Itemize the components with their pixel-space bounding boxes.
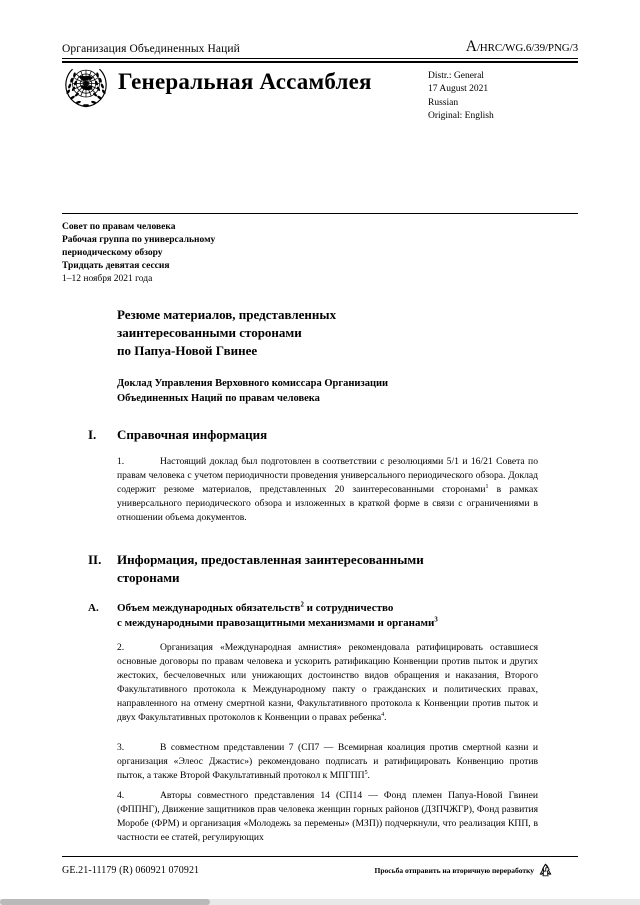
masthead (62, 38, 578, 63)
masthead-row (62, 38, 578, 56)
subsection-a-footnote-ref-2[interactable]: 2 (300, 601, 304, 609)
section-heading-1 (88, 426, 538, 444)
paragraph-3-number: 3. (117, 742, 125, 753)
page-title: Генеральная Ассамблея (118, 69, 372, 94)
subsection-a-title-text-a: Объем международных обязательств (117, 602, 301, 614)
distribution-date: 17 August 2021 (428, 84, 489, 95)
distribution-language: Russian (428, 97, 459, 108)
council-body: Совет по правам человека (62, 222, 176, 232)
paragraph-2-text-a: Организация «Международная амнистия» рекомендовала ратифицировать оставшиеся основные договоры по правам человека и ускорить ратификацию Конвенции против пыток и других жестоких, бесчеловечных или унижающих достоинство видов обращения и наказания, Второго Факультативного протокола к Международному пакту о гражданских и политических правах, направленного на отмену смертной казни, Факультативного протокола к Конвенции против пыток и двух Факультативных протоколов к Конвенции о правах ребенка (117, 642, 538, 724)
recycle-note (375, 862, 578, 879)
paragraph-1 (117, 455, 538, 525)
working-group-line-2: периодическому обзору (62, 248, 163, 258)
subsection-a-title-line-2 (117, 616, 538, 631)
paragraph-1-footnote-ref[interactable]: 1 (485, 484, 489, 490)
subsection-a-title (117, 601, 538, 631)
subsection-heading-a (88, 601, 538, 631)
document-subtitle (117, 377, 537, 407)
recycle-note-text: Просьба отправить на вторичную переработку (374, 866, 534, 875)
masthead-rule-thin (62, 58, 578, 59)
scrollbar-thumb[interactable] (0, 899, 210, 905)
distribution-type: Distr.: General (428, 71, 484, 81)
paragraph-4-number: 4. (117, 790, 125, 801)
section-2-title-line-2: сторонами (117, 569, 180, 585)
section-2-number: II. (88, 552, 102, 567)
footer-rule (62, 856, 578, 857)
subsection-a-footnote-ref-3[interactable]: 3 (434, 616, 438, 624)
paragraph-4-text-a: Авторы совместного представления 14 (СП14 — Фонд племен Папуа-Новой Гвинеи (ФППНГ), Движение защитников прав человека женщин горных районов (ДЗПЧЖГР), Фонд развития Моробе (ФРМ) и организация «Молодежь за перемены» (МЗП)) подчеркнули, что реализация КПП, в частности ее статей, регулирующих (117, 790, 538, 844)
document-subtitle-line-1: Доклад Управления Верховного комиссара Организации (117, 378, 389, 389)
section-1-title: Справочная информация (117, 427, 268, 442)
working-group-line-1: Рабочая группа по универсальному (62, 235, 216, 245)
paragraph-3-text-b: . (367, 770, 370, 782)
subsection-a-title-text-c: с международными правозащитными механизмами и органами (117, 617, 435, 630)
paragraph-3-text-a: В совместном представлении 7 (СП7 — Всемирная коалиция против смертной казни и организация «Элеос Джастис») рекомендовано подписать и ратифицировать Конвенцию против пыток, а также Второй Факультативный протокол к МПГПП (117, 742, 538, 782)
council-block (62, 221, 462, 286)
paragraph-2-footnote-ref[interactable]: 4 (381, 712, 385, 719)
horizontal-scrollbar[interactable] (0, 899, 640, 905)
subsection-a-number: A. (88, 602, 99, 614)
section-2-title-line-1: Информация, предоставленная заинтересованными (117, 552, 424, 567)
paragraph-1-text-b: в рамках универсального периодического обзора и изложенных в краткой форме в связи с ограничениями в отношении объема документов. (117, 484, 538, 524)
section-heading-2 (88, 551, 538, 586)
paragraph-1-number: 1. (117, 456, 125, 467)
document-symbol (466, 38, 578, 56)
section-2-title (117, 551, 538, 586)
page-footer (62, 862, 578, 879)
paragraph-3 (117, 741, 538, 783)
section-1-number: I. (88, 427, 97, 442)
paragraph-2-number: 2. (117, 642, 125, 653)
paragraph-4 (117, 789, 538, 845)
un-emblem-icon (62, 62, 110, 110)
ge-code: GE.21-11179 (R) 060921 070921 (62, 865, 200, 876)
document-subtitle-line-2: Объединенных Наций по правам человека (117, 392, 320, 404)
subsection-a-title-text-b: и сотрудничество (303, 602, 394, 614)
document-title-line-2: заинтересованными сторонами (117, 324, 302, 340)
document-title-line-3: по Папуа-Новой Гвинее (117, 342, 258, 358)
document-symbol-prefix: A (465, 38, 477, 55)
paragraph-1-text-a: Настоящий доклад был подготовлен в соответствии с резолюциями 5/1 и 16/21 Совета по правам человека с учетом периодичности проведения универсального периодического обзора. Доклад содержит резюме материалов, представленных 20 заинтересованными сторонами (117, 456, 538, 496)
paragraph-3-footnote-ref[interactable]: 5 (364, 770, 368, 776)
document-title (117, 306, 537, 360)
header-bottom-rule (62, 213, 578, 214)
distribution-original: Original: English (428, 111, 494, 122)
document-symbol-rest: /HRC/WG.6/39/PNG/3 (476, 42, 578, 54)
session-dates: 1–12 ноября 2021 года (62, 274, 153, 284)
document-title-line-1: Резюме материалов, представленных (117, 307, 337, 322)
session-number: Тридцать девятая сессия (62, 261, 170, 271)
paragraph-2 (117, 641, 538, 726)
general-assembly-block (62, 62, 578, 124)
recycling-icon (537, 862, 554, 879)
paragraph-2-text-b: . (384, 712, 387, 724)
distribution-block (428, 62, 578, 124)
subsection-a-title-line-1 (117, 601, 538, 616)
organization-name: Организация Объединенных Наций (62, 43, 240, 56)
